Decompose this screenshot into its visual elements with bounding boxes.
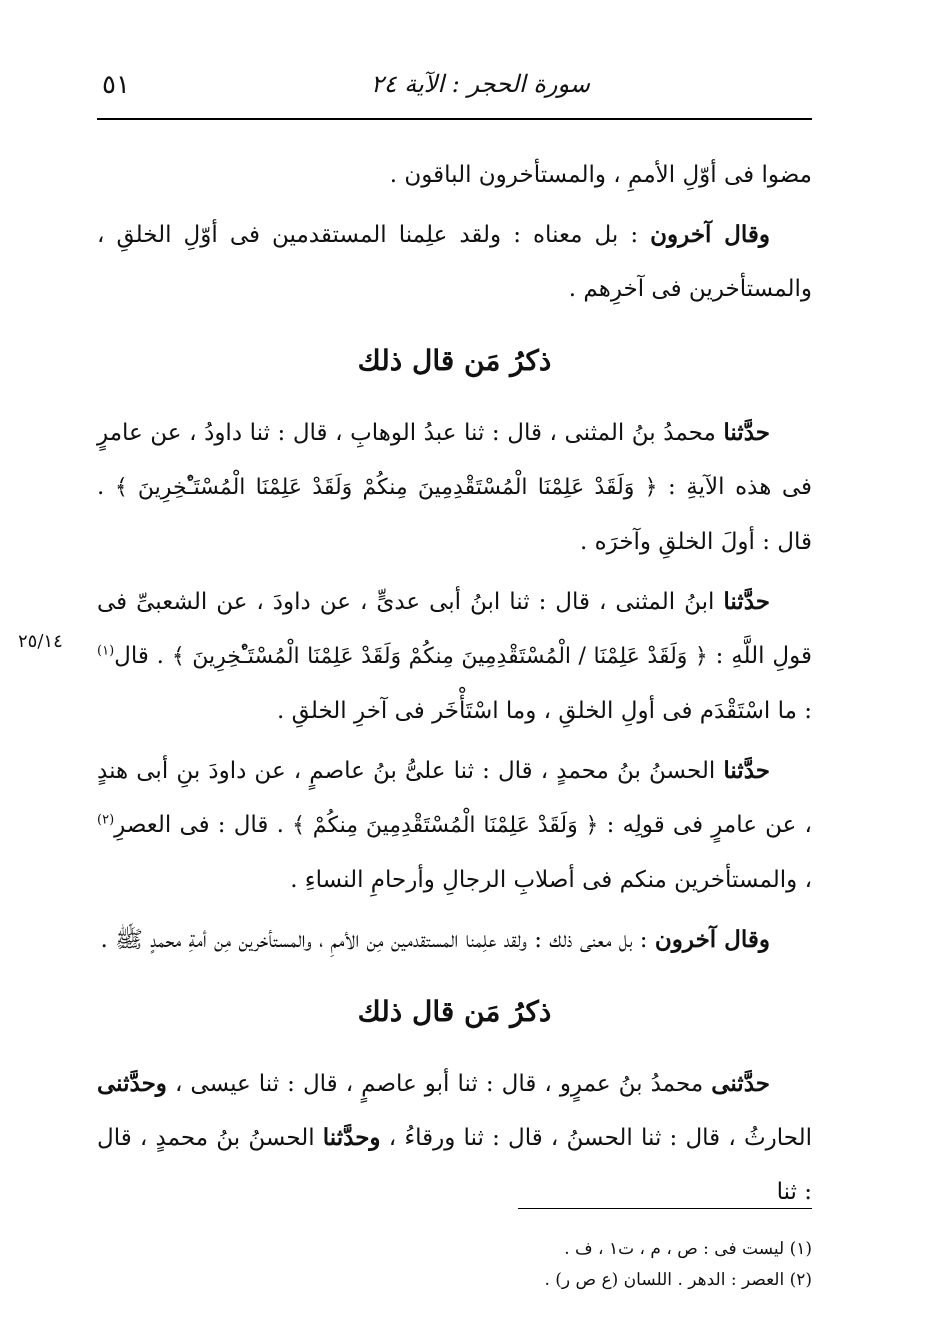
hadith-lead: وقال آخرون bbox=[654, 926, 770, 953]
footnote-marker-2: (٢) bbox=[97, 812, 115, 828]
paragraph-lead: وقال آخرون bbox=[650, 221, 771, 248]
footnote-rule bbox=[518, 1208, 812, 1209]
hadith-lead-2: وحدَّثنى bbox=[97, 1070, 167, 1097]
hadith-paragraph-1 bbox=[97, 406, 812, 569]
hadith-paragraph-2 bbox=[97, 575, 812, 738]
quran-quote: ﴿ وَلَقَدْ عَلِمْنَا الْمُسْتَقْدِمِينَ مِنكُمْ وَلَقَدْ عَلِمْنَا الْمُسْتَـْٔخِرِينَ ﴾ bbox=[114, 475, 658, 500]
hadith-lead: حدَّثنى bbox=[711, 1070, 770, 1097]
page-number: ٥١ bbox=[102, 70, 130, 100]
paragraph-text: : بل معناه : ولقد علِمنا المستقدمين فى أوّلِ الخلقِ ، والمستأخرين فى آخرِهم . bbox=[97, 222, 812, 302]
paragraph-1 bbox=[97, 148, 812, 202]
hadith-text: الحسنُ بنُ محمدٍ ، قال : ثنا bbox=[97, 1125, 812, 1205]
quran-quote: ﴿ وَلَقَدْ عَلِمْنَا الْمُسْتَقْدِمِينَ مِنكُمْ ﴾ bbox=[292, 813, 599, 838]
page-body bbox=[97, 148, 812, 1225]
footnotes bbox=[520, 1234, 812, 1296]
quran-quote: ﴿ وَلَقَدْ عَلِمْنَا / الْمُسْتَقْدِمِينَ مِنكُمْ وَلَقَدْ عَلِمْنَا الْمُسْتَـْٔخِرِينَ ﴾ bbox=[171, 644, 708, 669]
section-heading-2: ذكرُ مَن قال ذلك bbox=[357, 995, 552, 1028]
hadith-text: : ما اسْتَقْدَم فى أولِ الخلقِ ، وما اسْتَأْخَر فى آخرِ الخلقِ . bbox=[277, 698, 812, 724]
hadith-text: : بل معنى ذلك : ولقد علِمنا المستقدمين مِن الأممِ ، والمستأخرين مِن أمةِ محمدٍ ﷺ . bbox=[100, 927, 655, 953]
hadith-text: ، والمستأخرين منكم فى أصلابِ الرجالِ وأرحامِ النساءِ . bbox=[290, 867, 812, 893]
hadith-paragraph-5 bbox=[97, 1057, 812, 1219]
hadith-lead-3: وحدَّثنا bbox=[322, 1124, 381, 1151]
hadith-lead: حدَّثنا bbox=[723, 419, 770, 446]
hadith-paragraph-4 bbox=[97, 913, 812, 967]
hadith-text: الحارثُ ، قال : ثنا الحسنُ ، قال : ثنا ورقاءُ ، bbox=[380, 1125, 812, 1151]
hadith-text: . قال bbox=[114, 643, 172, 669]
paragraph-2 bbox=[97, 208, 812, 316]
hadith-lead: حدَّثنا bbox=[723, 588, 770, 615]
hadith-text: الحسنُ بنُ محمدٍ ، قال : ثنا علىُّ بنُ عاصمٍ ، عن داودَ بنِ أبى هندٍ ، عن عامرٍ فى قولِه : bbox=[97, 758, 812, 838]
hadith-text: محمدُ بنُ المثنى ، قال : ثنا عبدُ الوهابِ ، قال : ثنا داودُ ، عن عامرٍ فى هذه الآيةِ : bbox=[97, 420, 813, 500]
footnote-2: (٢) العصر : الدهر . اللسان (ع ص ر) . bbox=[544, 1270, 812, 1290]
hadith-text: . قال : فى العصرِ bbox=[114, 812, 293, 838]
hadith-lead: حدَّثنا bbox=[723, 757, 770, 784]
section-heading-1: ذكرُ مَن قال ذلك bbox=[357, 344, 552, 377]
footnote-1: (١) ليست فى : ص ، م ، ت١ ، ف . bbox=[564, 1239, 812, 1259]
margin-reference: ٢٥/١٤ bbox=[18, 631, 63, 652]
page-header bbox=[97, 62, 812, 120]
hadith-text: محمدُ بنُ عمرٍو ، قال : ثنا أبو عاصمٍ ، قال : ثنا عيسى ، bbox=[166, 1071, 712, 1097]
hadith-paragraph-3 bbox=[97, 744, 812, 907]
paragraph-text: مضوا فى أوّلِ الأممِ ، والمستأخرون الباقون . bbox=[389, 162, 812, 188]
hadith-text: ابنُ المثنى ، قال : ثنا ابنُ أبى عدىٍّ ، عن داودَ ، عن الشعبىِّ فى قولِ اللَّهِ : bbox=[97, 589, 812, 669]
running-title: سورة الحجر : الآية ٢٤ bbox=[370, 70, 590, 98]
header-rule bbox=[97, 118, 812, 120]
footnote-marker-1: (١) bbox=[97, 643, 115, 659]
hadith-text: . قال : أولَ الخلقِ وآخرَه . bbox=[97, 474, 812, 555]
